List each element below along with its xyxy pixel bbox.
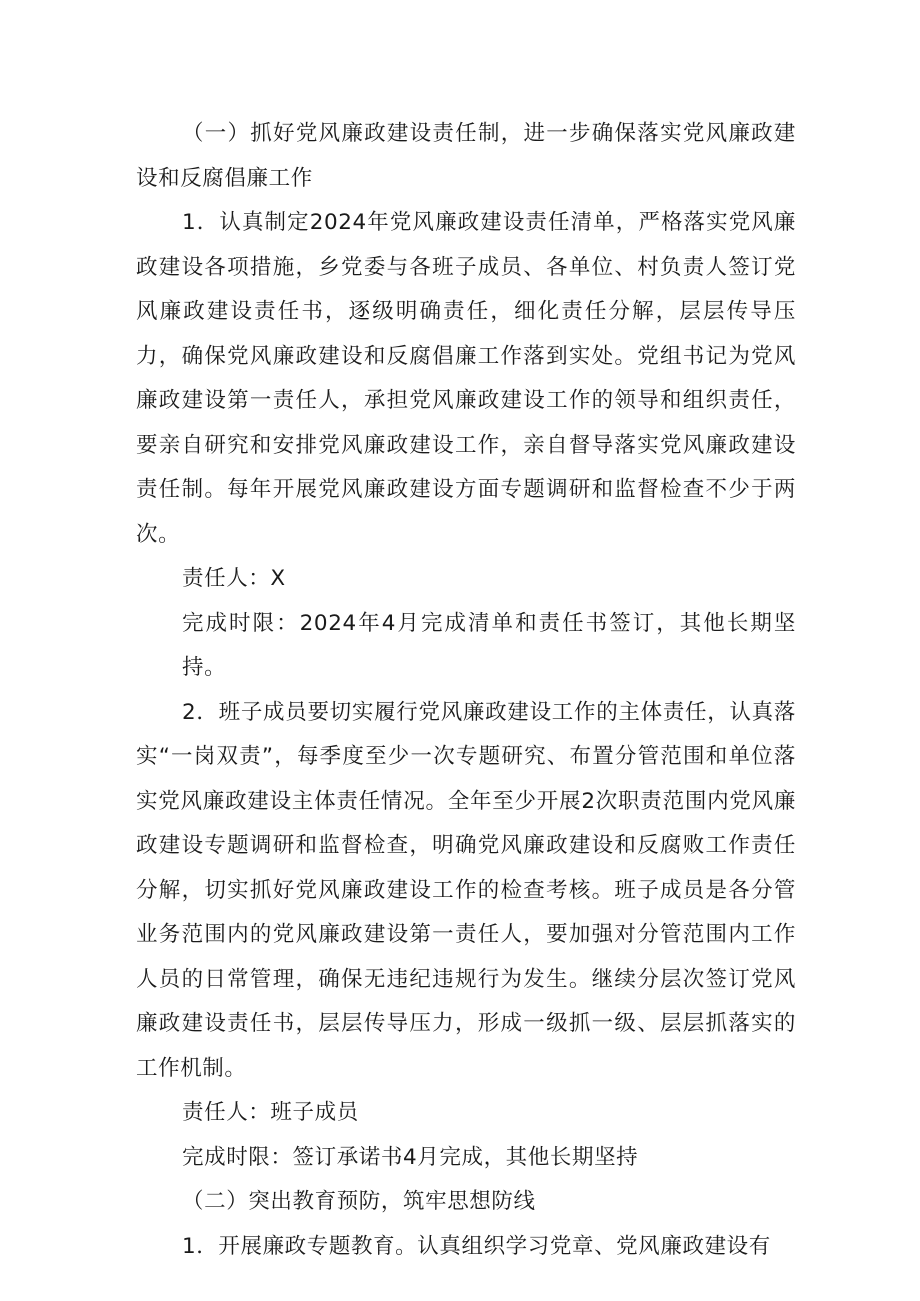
paragraph: 2．班子成员要切实履行党风廉政建设工作的主体责任，认真落实“一岗双责”，每季度至少一次专题研究、布置分管范围和单位落实党风廉政建设主体责任情况。全年至少开展2次职责范围内党风廉政建设专题调研和监督检查，明确党风廉政建设和反腐败工作责任分解，切实抓好党风廉政建设工作的检查考核。班子成员是各分管业务范围内的党风廉政建设第一责任人，要加强对分管范围内工作人员的日常管理，确保无违纪违规行为发生。继续分层次签订党风廉政建设责任书，层层传导压力，形成一级抓一级、层层抓落实的工作机制。 [136, 699, 796, 1081]
section-heading: （一）抓好党风廉政建设责任制，进一步确保落实党风廉政建设和反腐倡廉工作 [136, 121, 796, 191]
deadline: 完成时限：2024年4月完成清单和责任书签订，其他长期坚持。 [182, 610, 796, 680]
document-body [136, 112, 796, 1269]
responsible-person: 责任人：班子成员 [182, 1100, 359, 1125]
section-heading: （二）突出教育预防，筑牢思想防线 [182, 1189, 536, 1214]
responsible-person: 责任人：X [182, 566, 286, 591]
paragraph: 1．认真制定2024年党风廉政建设责任清单，严格落实党风廉政建设各项措施，乡党委与各班子成员、各单位、村负责人签订党风廉政建设责任书，逐级明确责任，细化责任分解，层层传导压力，确保党风廉政建设和反腐倡廉工作落到实处。党组书记为党风廉政建设第一责任人，承担党风廉政建设工作的领导和组织责任，要亲自研究和安排党风廉政建设工作，亲自督导落实党风廉政建设责任制。每年开展党风廉政建设方面专题调研和监督检查不少于两次。 [136, 210, 796, 547]
paragraph: 1．开展廉政专题教育。认真组织学习党章、党风廉政建设有 [182, 1233, 771, 1259]
deadline: 完成时限：签订承诺书4月完成，其他长期坚持 [182, 1144, 639, 1170]
